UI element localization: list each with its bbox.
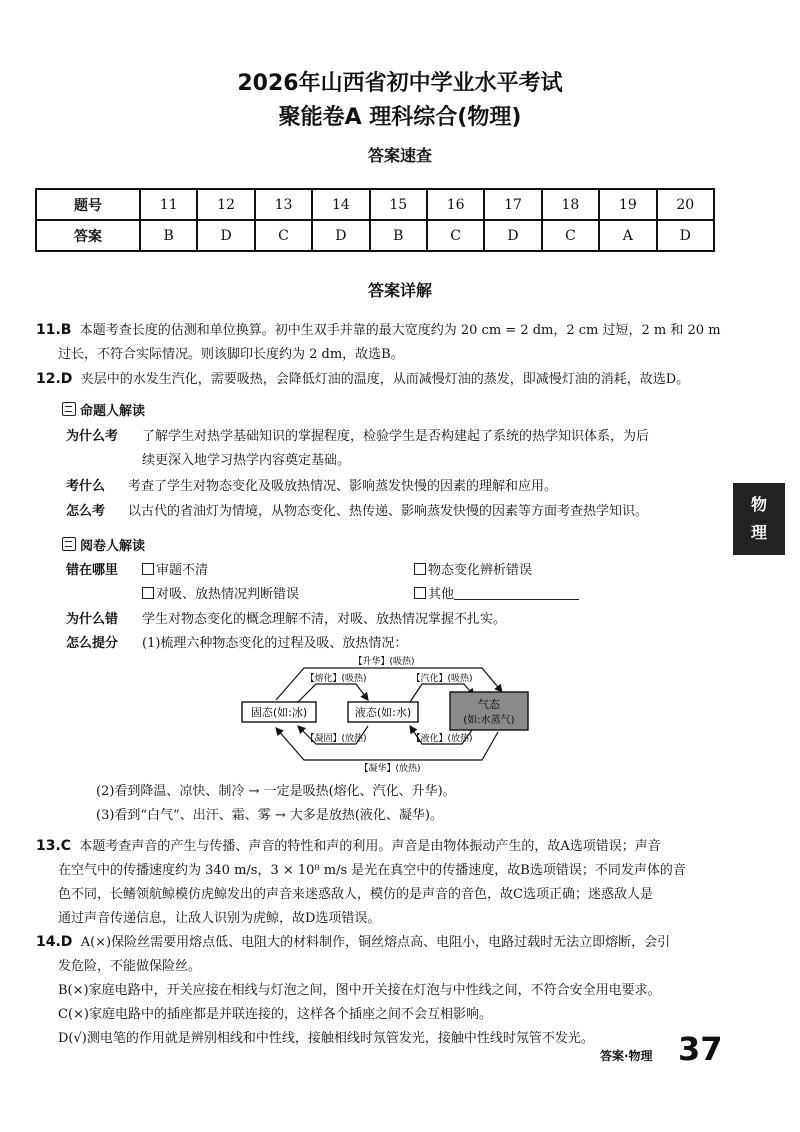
answer-cell: D bbox=[197, 220, 254, 251]
answer-cell: C bbox=[427, 220, 484, 251]
grader-improve-3: (3)看到“白气”、出汗、霜、雾 → 大多是放热(液化、凝华)。 bbox=[96, 808, 444, 823]
q13-text-4: 通过声音传递信息，让敌人识别为虎鲸，故D选项错误。 bbox=[58, 911, 381, 926]
answer-cell: B bbox=[140, 220, 197, 251]
setter-what-text: 考查了学生对物态变化及吸放热情况、影响蒸发快慢的因素的理解和应用。 bbox=[128, 479, 558, 494]
option-state-change bbox=[414, 559, 532, 578]
page-number: 37 bbox=[678, 1030, 723, 1068]
tab-char-1: 物 bbox=[750, 495, 767, 514]
question-number: 19 bbox=[599, 189, 656, 220]
q14-text-4: C(×)家庭电路中的插座都是并联连接的，这样各个插座之间不会互相影响。 bbox=[58, 1007, 492, 1022]
answer-cell: B bbox=[370, 220, 427, 251]
setter-why-text-2: 续更深入地学习热学内容奠定基础。 bbox=[142, 453, 351, 468]
solid-label: 固态(如:冰) bbox=[250, 706, 308, 719]
question-number: 17 bbox=[484, 189, 541, 220]
question-number: 15 bbox=[370, 189, 427, 220]
setter-how-text: 以古代的省油灯为情境，从物态变化、热传递、影响蒸发快慢的因素等方面考查热学知识。 bbox=[128, 504, 649, 519]
grader-improve-label: 怎么提分 bbox=[66, 636, 119, 651]
setter-how-label: 怎么考 bbox=[66, 504, 106, 519]
quick-check-heading: 答案速查 bbox=[367, 146, 432, 165]
grader-improve-2: (2)看到降温、凉快、制冷 → 一定是吸热(熔化、汽化、升华)。 bbox=[96, 784, 456, 799]
setter-what-label: 考什么 bbox=[66, 479, 106, 494]
answer-cell: C bbox=[542, 220, 599, 251]
grader-improve-1: (1)梳理六种物态变化的过程及吸、放热情况： bbox=[142, 636, 408, 651]
answer-cell: D bbox=[484, 220, 541, 251]
notes-icon bbox=[62, 402, 76, 416]
option-label: 对吸、放热情况判断错误 bbox=[156, 587, 300, 602]
option-label: 审题不清 bbox=[156, 563, 209, 578]
deposition-arrow bbox=[276, 728, 498, 760]
q12-text-1: 夹层中的水发生汽化，需要吸热，会降低灯油的温度，从而减慢灯油的蒸发，即减慢灯油的消耗，故选D。 bbox=[80, 372, 690, 387]
answer-cell: D bbox=[312, 220, 369, 251]
q14-text-1: A(×)保险丝需要用熔点低、电阻大的材料制作，铜丝熔点高、电阻小，电路过载时无法立即熔断，会引 bbox=[80, 935, 671, 950]
q13-line1 bbox=[36, 834, 661, 859]
answer-cell: C bbox=[255, 220, 312, 251]
page-title: 2026年山西省初中学业水平考试 bbox=[237, 71, 563, 96]
q14-line1 bbox=[36, 930, 670, 955]
option-other bbox=[414, 583, 579, 602]
footer-label: 答案·物理 bbox=[600, 1049, 653, 1063]
option-label: 其他 bbox=[428, 587, 455, 602]
q14-text-3: B(×)家庭电路中，开关应接在相线与灯泡之间，图中开关接在灯泡与中性线之间，不符合安全用电要求。 bbox=[58, 983, 661, 998]
checkbox-icon bbox=[142, 587, 154, 599]
q11-text-1: 本题考查长度的估测和单位换算。初中生双手并靠的最大宽度约为 20 cm = 2 dm，2 cm 过短，2 m 和 20 m bbox=[79, 323, 721, 338]
liquefaction-label: 【液化】(放热) bbox=[411, 734, 473, 744]
gas-label-2: (如:水蒸气) bbox=[463, 715, 515, 726]
table-header-cell: 答案 bbox=[36, 220, 140, 251]
grader-why-wrong-label: 为什么错 bbox=[66, 612, 119, 627]
liquid-label: 液态(如:水) bbox=[354, 706, 412, 719]
question-number: 11 bbox=[140, 189, 197, 220]
question-number: 18 bbox=[542, 189, 599, 220]
sublimation-label: 【升华】(吸热) bbox=[353, 657, 415, 667]
phase-change-diagram bbox=[236, 654, 536, 776]
table-row bbox=[36, 189, 714, 220]
table-header-cell: 题号 bbox=[36, 189, 140, 220]
tab-char-2: 理 bbox=[750, 523, 767, 542]
table-row bbox=[36, 220, 714, 251]
setter-heading bbox=[62, 400, 145, 419]
q14-text-5: D(√)测电笔的作用就是辨别相线和中性线，接触相线时氖管发光，接触中性线时氖管不发光。 bbox=[58, 1031, 594, 1046]
question-number: 16 bbox=[427, 189, 484, 220]
gas-label-1: 气态 bbox=[478, 698, 500, 711]
vaporization-label: 【汽化】(吸热) bbox=[411, 674, 473, 684]
q13-number: 13.C bbox=[36, 838, 72, 854]
freezing-label: 【凝固】(放热) bbox=[305, 734, 367, 744]
answer-table bbox=[35, 188, 715, 252]
q11-number: 11.B bbox=[36, 322, 72, 338]
q13-text-1: 本题考查声音的产生与传播、声音的特性和声的利用。声音是由物体振动产生的，故A选项错误；声音 bbox=[79, 839, 661, 854]
q14-number: 14.D bbox=[36, 934, 73, 950]
answer-cell: A bbox=[599, 220, 656, 251]
checkbox-icon bbox=[414, 587, 426, 599]
setter-why-text-1: 了解学生对热学基础知识的掌握程度，检验学生是否构建起了系统的热学知识体系，为后 bbox=[142, 429, 650, 444]
option-heat bbox=[142, 583, 299, 602]
question-number: 13 bbox=[255, 189, 312, 220]
question-number: 14 bbox=[312, 189, 369, 220]
page-subtitle: 聚能卷A 理科综合(物理) bbox=[278, 105, 522, 130]
checkbox-icon bbox=[142, 563, 154, 575]
q12-number: 12.D bbox=[36, 371, 73, 387]
grader-where-label: 错在哪里 bbox=[66, 563, 119, 578]
q11-text-2: 过长，不符合实际情况。则该脚印长度约为 2 dm，故选B。 bbox=[58, 347, 404, 362]
deposition-label: 【凝华】(放热) bbox=[359, 764, 421, 774]
option-unclear bbox=[142, 559, 208, 578]
setter-why-label: 为什么考 bbox=[66, 429, 119, 444]
q13-text-3: 色不同，长鳍领航鲸模仿虎鲸发出的声音来迷惑敌人，模仿的是声音的音色，故C选项正确；迷惑敌人是 bbox=[58, 887, 653, 902]
q13-text-2: 在空气中的传播速度约为 340 m/s，3 × 10⁸ m/s 是光在真空中的传播速度，故B选项错误；不同发声体的音 bbox=[58, 863, 686, 878]
melting-label: 【熔化】(吸热) bbox=[305, 674, 367, 684]
q11-line1 bbox=[36, 318, 721, 343]
blank-line bbox=[454, 587, 579, 600]
question-number: 20 bbox=[657, 189, 714, 220]
question-number: 12 bbox=[197, 189, 254, 220]
q12-line1 bbox=[36, 367, 689, 392]
answer-cell: D bbox=[657, 220, 714, 251]
checkbox-icon bbox=[414, 563, 426, 575]
detail-heading: 答案详解 bbox=[367, 281, 432, 300]
notes-icon bbox=[62, 537, 76, 551]
grader-heading bbox=[62, 535, 145, 554]
subject-tab bbox=[733, 483, 785, 555]
grader-why-wrong-text: 学生对物态变化的概念理解不清，对吸、放热情况掌握不扎实。 bbox=[142, 612, 507, 627]
melting-arrow bbox=[298, 684, 368, 702]
setter-heading-text: 命题人解读 bbox=[80, 404, 146, 419]
grader-heading-text: 阅卷人解读 bbox=[80, 539, 146, 554]
option-label: 物态变化辨析错误 bbox=[428, 563, 533, 578]
q14-text-2: 发危险，不能做保险丝。 bbox=[58, 959, 202, 974]
